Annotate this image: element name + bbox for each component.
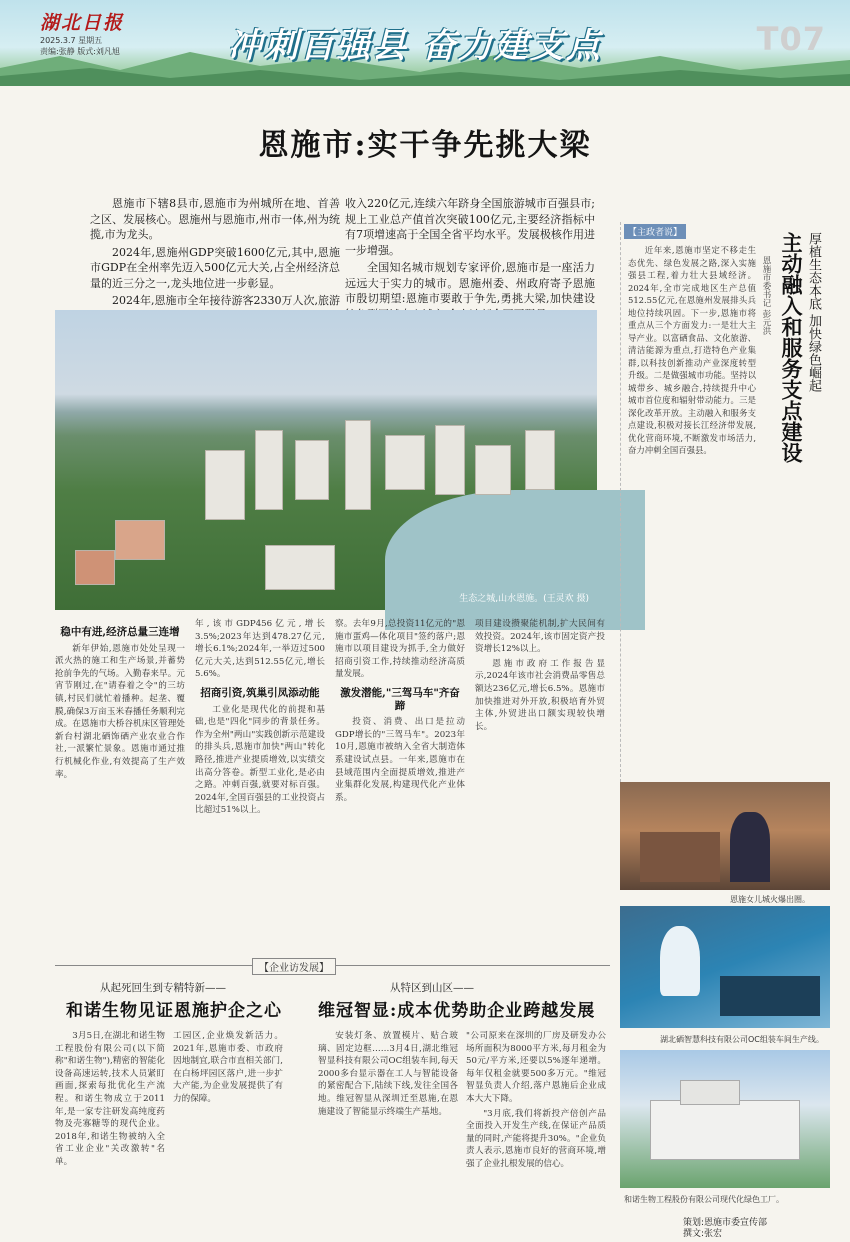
article-kicker: 从起死回生到专精特新——	[100, 982, 226, 994]
sidebar-body	[628, 244, 756, 774]
banner-slogan: 冲刺百强县 奋力建支点	[228, 26, 602, 66]
article-paragraph: 工园区,企业焕发新活力。2021年,恩施市委、市政府因地制宜,联合市直相关部门,在白杨坪园区落户,进一步扩大产能,为企业发展提供了有力的保障。	[173, 1031, 283, 1104]
sidebar-tag: 【主政者说】	[624, 224, 686, 239]
article-paragraph: 投资、消费、出口是拉动GDP增长的"三驾马车"。2023年10月,恩施市被纳入全省大制造体系建设试点县。一年来,恩施市在县域范围内全面提质增效,推进产业集群化发展,构建现代化产业体系。	[335, 717, 465, 803]
article-column	[55, 620, 185, 946]
article-paragraph: 3月5日,在湖北和诺生物工程股份有限公司(以下简称"和诺生物"),精密的智能化设备高速运转,技术人员紧盯画面,探索每批优化生产流程。和诺生物成立于2011年,是一家专注研发高纯度药物及壳寡糖等的现代企业。2018年,和诺生物被纳入全省工业企业"关改激转"名单。	[55, 1031, 165, 1167]
masthead-date: 2025.3.7 星期五	[40, 36, 103, 45]
article-title: 维冠智显:成本优势助企业跨越发展	[318, 1001, 596, 1021]
article-paragraph: "3月底,我们将新投产倍创产品全面投入开发生产线,在保证产品质量的同时,产能将提升30%。"企业负责人表示,恩施市良好的营商环境,增强了企业扎根发展的信心。	[466, 1108, 606, 1169]
lead-column-left	[90, 196, 340, 308]
article-column	[55, 1030, 165, 1210]
article-paragraph: 项目建设攒聚能机制,扩大民间有效投资。2024年,该市固定资产投资增长12%以上。	[475, 619, 605, 655]
article-paragraph: 年,该市GDP456亿元,增长3.5%;2023年达到478.27亿元,增长6.1%;2024年,一举迈过500亿元大关,达到512.55亿元,增长5.6%。	[195, 619, 325, 680]
article-paragraph: 新年伊始,恩施市处处呈现一派火热的施工和生产场景,并蓄势抢前争先的气场。入勤春来早。元宵节刚过,在"请春着之令"的三坊镇,村民们就忙着播种。起垄、覆膜,确保3万亩玉米春播任务顺利完成。在恩施市大桥谷机床区管理处新台村湖北硒饰硒产业农业合作社,一派繁忙景象。恩施市通过推行机械化作业,有效提高了生产效率。	[55, 643, 185, 780]
sidebar-author: 恩施市委书记 彭元洪	[761, 256, 771, 336]
article-column	[466, 1030, 606, 1210]
article-paragraph: "公司原来在深圳的厂房及研发办公场所面积为8000平方米,每月租金为50元/平方米,还要以5%逐年递增。每年仅租金就要500多万元。"维冠智显负责人介绍,落户恩施后企业成本大大下降。	[466, 1031, 606, 1104]
sidebar-title: 主动融入和服务支点建设	[779, 232, 804, 463]
page-banner	[0, 0, 850, 86]
photo-production-line	[620, 906, 830, 1028]
article-title: 和诺生物见证恩施护企之心	[66, 1001, 282, 1021]
page-number: T07	[756, 20, 826, 58]
lead-paragraph: 收入220亿元,连续六年跻身全国旅游城市百强县市;规上工业总产值首次突破100亿元,主要经济指标中有7项增速高于全国全省平均水平。发展极核作用进一步增强。	[345, 197, 595, 257]
masthead-name: 湖北日报	[40, 12, 125, 34]
credits-planning: 策划:恩施市委宣传部	[683, 1218, 768, 1228]
photo-caption: 和诺生物工程股份有限公司现代化绿色工厂。	[624, 1195, 784, 1204]
section-subhead: 激发潜能,"三驾马车"齐奋蹄	[340, 686, 460, 712]
lead-paragraph: 2024年,恩施州GDP突破1600亿元,其中,恩施市GDP在全州率先迈入500亿元大关,占全州经济总量的近三分之一,龙头地位进一步彰显。	[90, 245, 340, 290]
page-headline: 恩施市:实干争先挑大梁	[258, 128, 592, 163]
page-credits	[683, 1218, 767, 1240]
article-paragraph: 恩施市政府工作报告显示,2024年该市社会消费品零售总额达236亿元,增长6.5%。恩施市加快推进对外开放,积极培育外贸主体,外贸进出口额实现较快增长。	[475, 658, 605, 732]
article-paragraph: 安装灯条、放置模片、贴合玻璃、固定边框……3月4日,湖北维冠智显科技有限公司OC组装车间,每天2000多台显示器在工人与智能设备的紧密配合下,陆续下线,发往全国各地。维冠智显从深圳迁至恩施,在恩施建设了智能显示终端生产基地。	[318, 1031, 458, 1117]
article-paragraph: 工业化是现代化的前提和基础,也是"四化"同步的背景任务。作为全州"两山"实践创新示范建设的排头兵,恩施市加快"两山"转化路径,推进产业提质增效,以实绩交出高分答卷。新型工业化,是必由之路。冲刺百强,就要对标百强。2024年,全国百强县的工业投资占比超过51%以上。	[195, 704, 325, 816]
photo-ancient-town	[620, 782, 830, 890]
sidebar-paragraph: 近年来,恩施市坚定不移走生态优先、绿色发展之路,深入实施强县工程,着力壮大县域经济。2024年,全市完成地区生产总值512.55亿元,在恩施州发展排头兵地位持续巩固。下一步,恩施市将重点从三个方面发力:一是壮大主导产业。以富硒食品、文化旅游、清洁能源为重点,打造特色产业集群,以科技创新推动产业深度转型升级。二是做强城市功能。坚持以城带乡、城乡融合,持续提升中心城市首位度和辐射带动能力。三是深化改革开放。主动融入和服务支点建设,积极对接长江经济带发展,优化营商环境,不断激发市场活力,奋力冲刺全国百强县。	[628, 245, 756, 455]
lead-paragraph: 全国知名城市规划专家评价,恩施市是一座活力远远大于实力的城市。恩施州委、州政府寄予恩施市殷切期望:恩施市要敢于争先,勇挑大梁,加快建设	[345, 261, 595, 305]
main-photo-caption: 生态之城,山水恩施。(王灵欢 摄)	[459, 594, 589, 604]
sidebar-subtitle: 厚植生态本底 加快绿色崛起	[806, 232, 821, 393]
section-tag: 【企业访发展】	[252, 958, 336, 975]
lead-paragraph: 2024年,恩施市全年接待游客2330万人次,旅游	[112, 294, 340, 307]
masthead	[40, 8, 130, 57]
article-kicker: 从特区到山区——	[390, 982, 474, 994]
article-column	[335, 618, 465, 946]
article-column	[475, 618, 605, 946]
article-column	[195, 618, 325, 946]
article-paragraph: 察。去年9月,总投资11亿元的"恩施市蛋鸡—体化项目"签约落户;恩施市以项目建设为抓手,全力做好招商引资工作,持续推动经济高质量发展。	[335, 619, 465, 680]
section-subhead: 招商引资,筑巢引凤添动能	[200, 686, 320, 699]
photo-caption: 湖北硒智慧科技有限公司OC组装车间生产线。	[660, 1035, 824, 1044]
lead-column-right	[345, 196, 595, 308]
credits-writer: 撰文:张宏	[683, 1229, 723, 1239]
main-city-photo	[55, 310, 597, 610]
photo-green-factory	[620, 1050, 830, 1188]
article-column	[318, 1030, 458, 1210]
section-subhead: 稳中有进,经济总量三连增	[60, 626, 180, 638]
photo-caption: 恩施女儿城火爆出圈。	[730, 895, 810, 904]
article-column	[173, 1030, 283, 1210]
article-column	[291, 1030, 315, 1210]
masthead-editors: 责编:张静 版式:刘凡旭	[40, 47, 120, 56]
lead-paragraph: 恩施市下辖8县市,恩施市为州城所在地、首善之区、发展核心。恩施州与恩施市,州市一体,州为统揽,市为龙头。	[90, 197, 340, 241]
